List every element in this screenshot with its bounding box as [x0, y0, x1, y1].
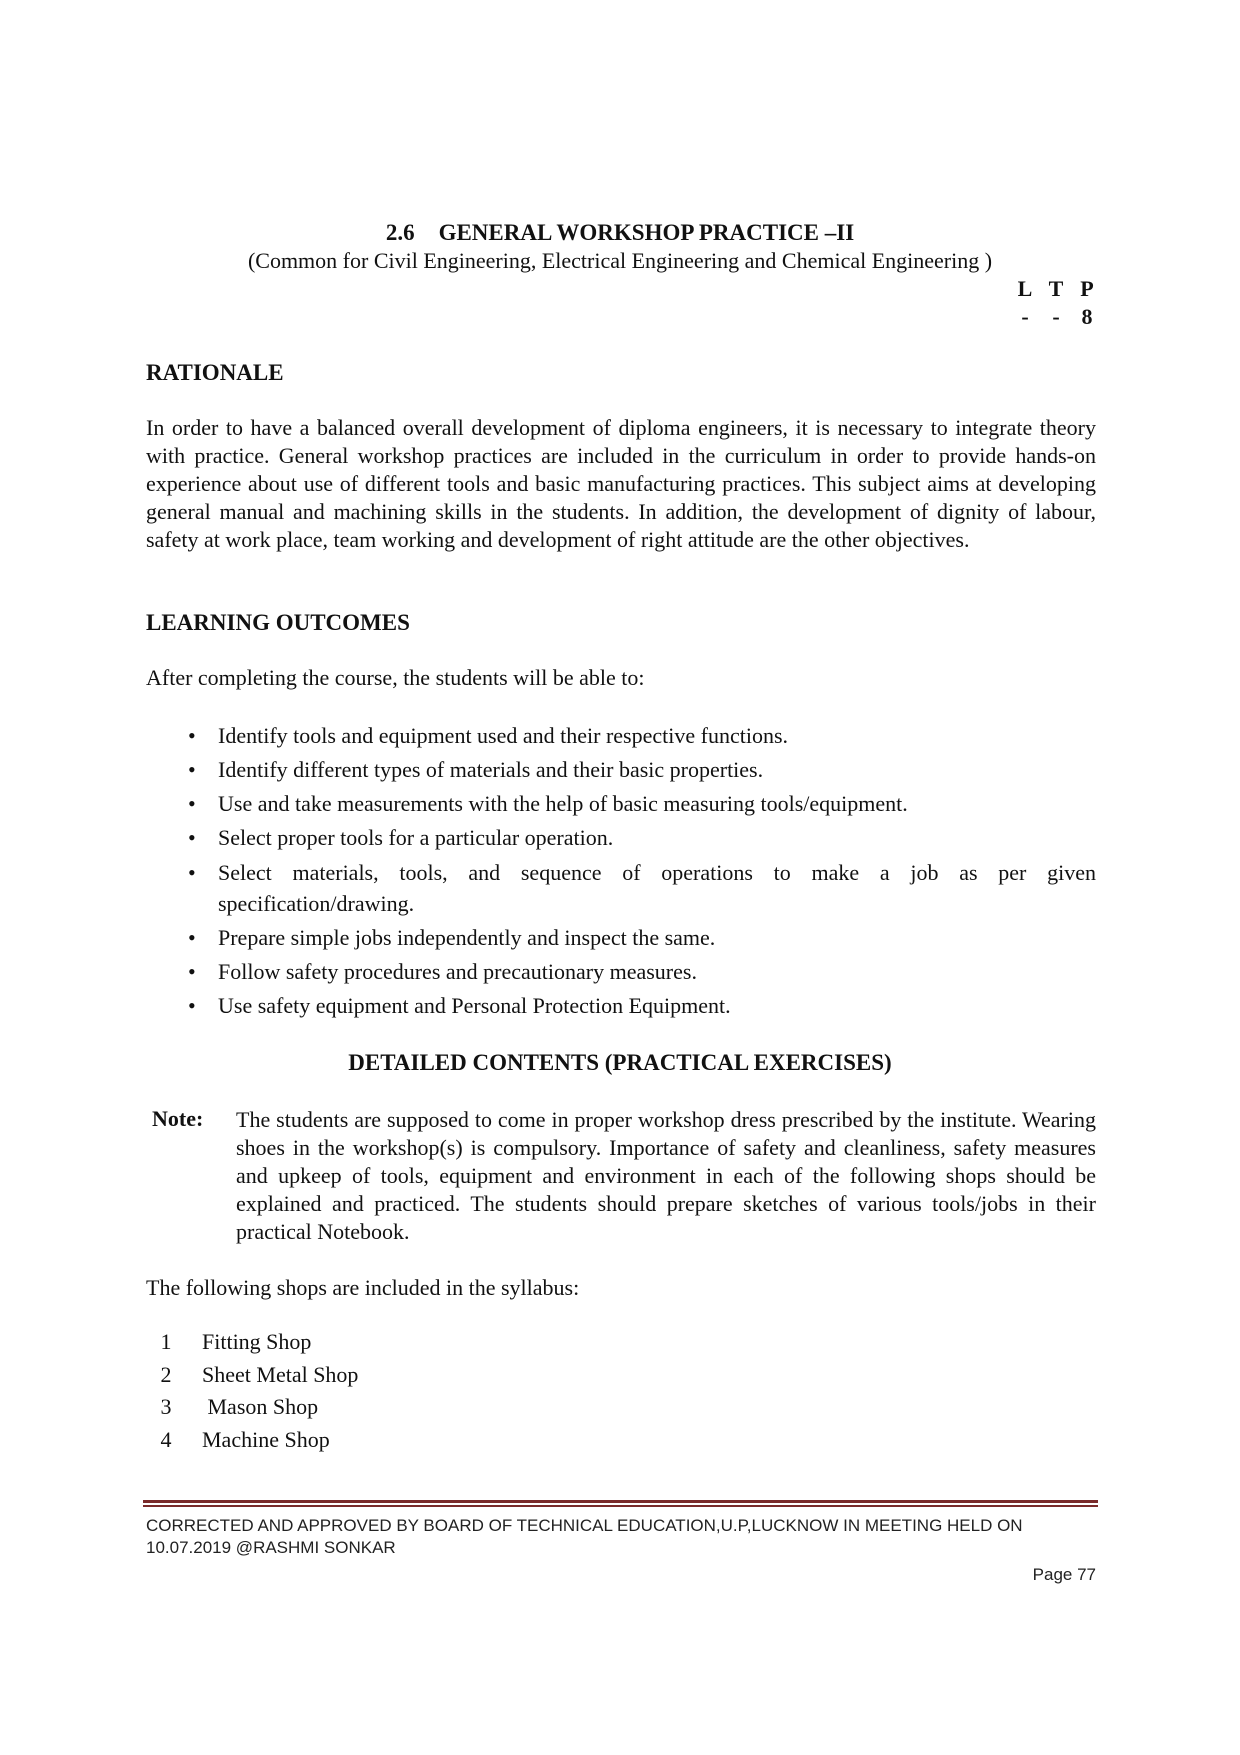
footer-divider-thin [143, 1505, 1098, 1507]
outcomes-heading: LEARNING OUTCOMES [146, 610, 410, 635]
list-item: • Identify different types of materials and their basic properties. [146, 755, 1096, 785]
bullet-icon: • [188, 791, 196, 816]
ltp-header-p: P [1080, 276, 1094, 301]
ltp-value-l: - [1021, 304, 1029, 329]
bullet-icon: • [188, 993, 196, 1018]
page-number: Page 77 [1032, 1565, 1096, 1584]
footer-line-1: CORRECTED AND APPROVED BY BOARD OF TECHNICAL EDUCATION,U.P,LUCKNOW IN MEETING HELD ON [146, 1516, 1023, 1535]
list-item [146, 1329, 358, 1362]
shop-number: 3 [160, 1394, 172, 1419]
shops-intro: The following shops are included in the syllabus: [146, 1275, 580, 1300]
list-item: • Prepare simple jobs independently and inspect the same. [146, 923, 1096, 953]
shop-name: Sheet Metal Shop [202, 1361, 359, 1387]
list-item [146, 1427, 358, 1460]
list-item: • Use safety equipment and Personal Protection Equipment. [146, 991, 1096, 1021]
ltp-header-l: L [1017, 276, 1033, 301]
list-item: • Select proper tools for a particular operation. [146, 823, 1096, 853]
list-item: • Use and take measurements with the help of basic measuring tools/equipment. [146, 789, 1096, 819]
list-item: • Follow safety procedures and precautionary measures. [146, 957, 1096, 987]
ltp-header-t: T [1048, 276, 1064, 301]
rationale-heading: RATIONALE [146, 360, 284, 385]
ltp-value-row [1010, 304, 1102, 330]
bullet-icon: • [188, 825, 196, 850]
shop-number: 4 [160, 1426, 172, 1452]
bullet-icon: • [188, 959, 196, 984]
section-title: GENERAL WORKSHOP PRACTICE –II [438, 220, 855, 245]
outcomes-intro: After completing the course, the students will be able to: [146, 665, 645, 690]
list-item [146, 1394, 358, 1427]
list-item: • Identify tools and equipment used and their respective functions. [146, 721, 1096, 751]
bullet-icon: • [188, 757, 196, 782]
page-title [0, 220, 1240, 246]
note-label: Note: [152, 1106, 204, 1131]
outcomes-list [146, 721, 1096, 1025]
bullet-icon: • [188, 723, 196, 748]
shops-list [146, 1329, 358, 1459]
footer-line-2: 10.07.2019 @RASHMI SONKAR [146, 1538, 396, 1557]
ltp-value-t: - [1052, 304, 1060, 329]
page-subtitle: (Common for Civil Engineering, Electrical Engineering and Chemical Engineering ) [247, 248, 993, 273]
ltp-value-p: 8 [1081, 304, 1093, 329]
contents-heading: DETAILED CONTENTS (PRACTICAL EXERCISES) [348, 1050, 892, 1075]
section-number: 2.6 [385, 220, 415, 245]
list-item: • Select materials, tools, and sequence of operations to make a job as per given specification/drawing. [146, 857, 1096, 919]
rationale-text: In order to have a balanced overall development of diploma engineers, it is necessary to integrate theory with practice. General workshop practices are included in the curriculum in order to provide hands-on experience about use of different tools and basic manufacturing practices. This subject aims at developing general manual and machining skills in the students. In addition, the development of dignity of labour, safety at work place, team working and development of right attitude are the other objectives. [146, 415, 1096, 552]
footer-text [146, 1515, 1106, 1559]
list-item [146, 1362, 358, 1395]
shop-number: 1 [160, 1329, 172, 1354]
shop-name: Machine Shop [202, 1426, 330, 1452]
shop-number: 2 [160, 1361, 172, 1387]
footer-divider [143, 1500, 1098, 1503]
shop-name: Fitting Shop [202, 1329, 312, 1354]
ltp-header-row [1010, 276, 1102, 302]
note-text: The students are supposed to come in proper workshop dress prescribed by the institute. Wearing shoes in the workshop(s) is compulsory. Importance of safety and cleanliness, safety measures and upkeep of tools, equipment and environment in each of the following shops should be explained and practiced. The students should prepare sketches of various tools/jobs in their practical Notebook. [236, 1107, 1096, 1244]
bullet-icon: • [188, 925, 196, 950]
bullet-icon: • [188, 860, 196, 885]
shop-name: Mason Shop [202, 1394, 319, 1419]
